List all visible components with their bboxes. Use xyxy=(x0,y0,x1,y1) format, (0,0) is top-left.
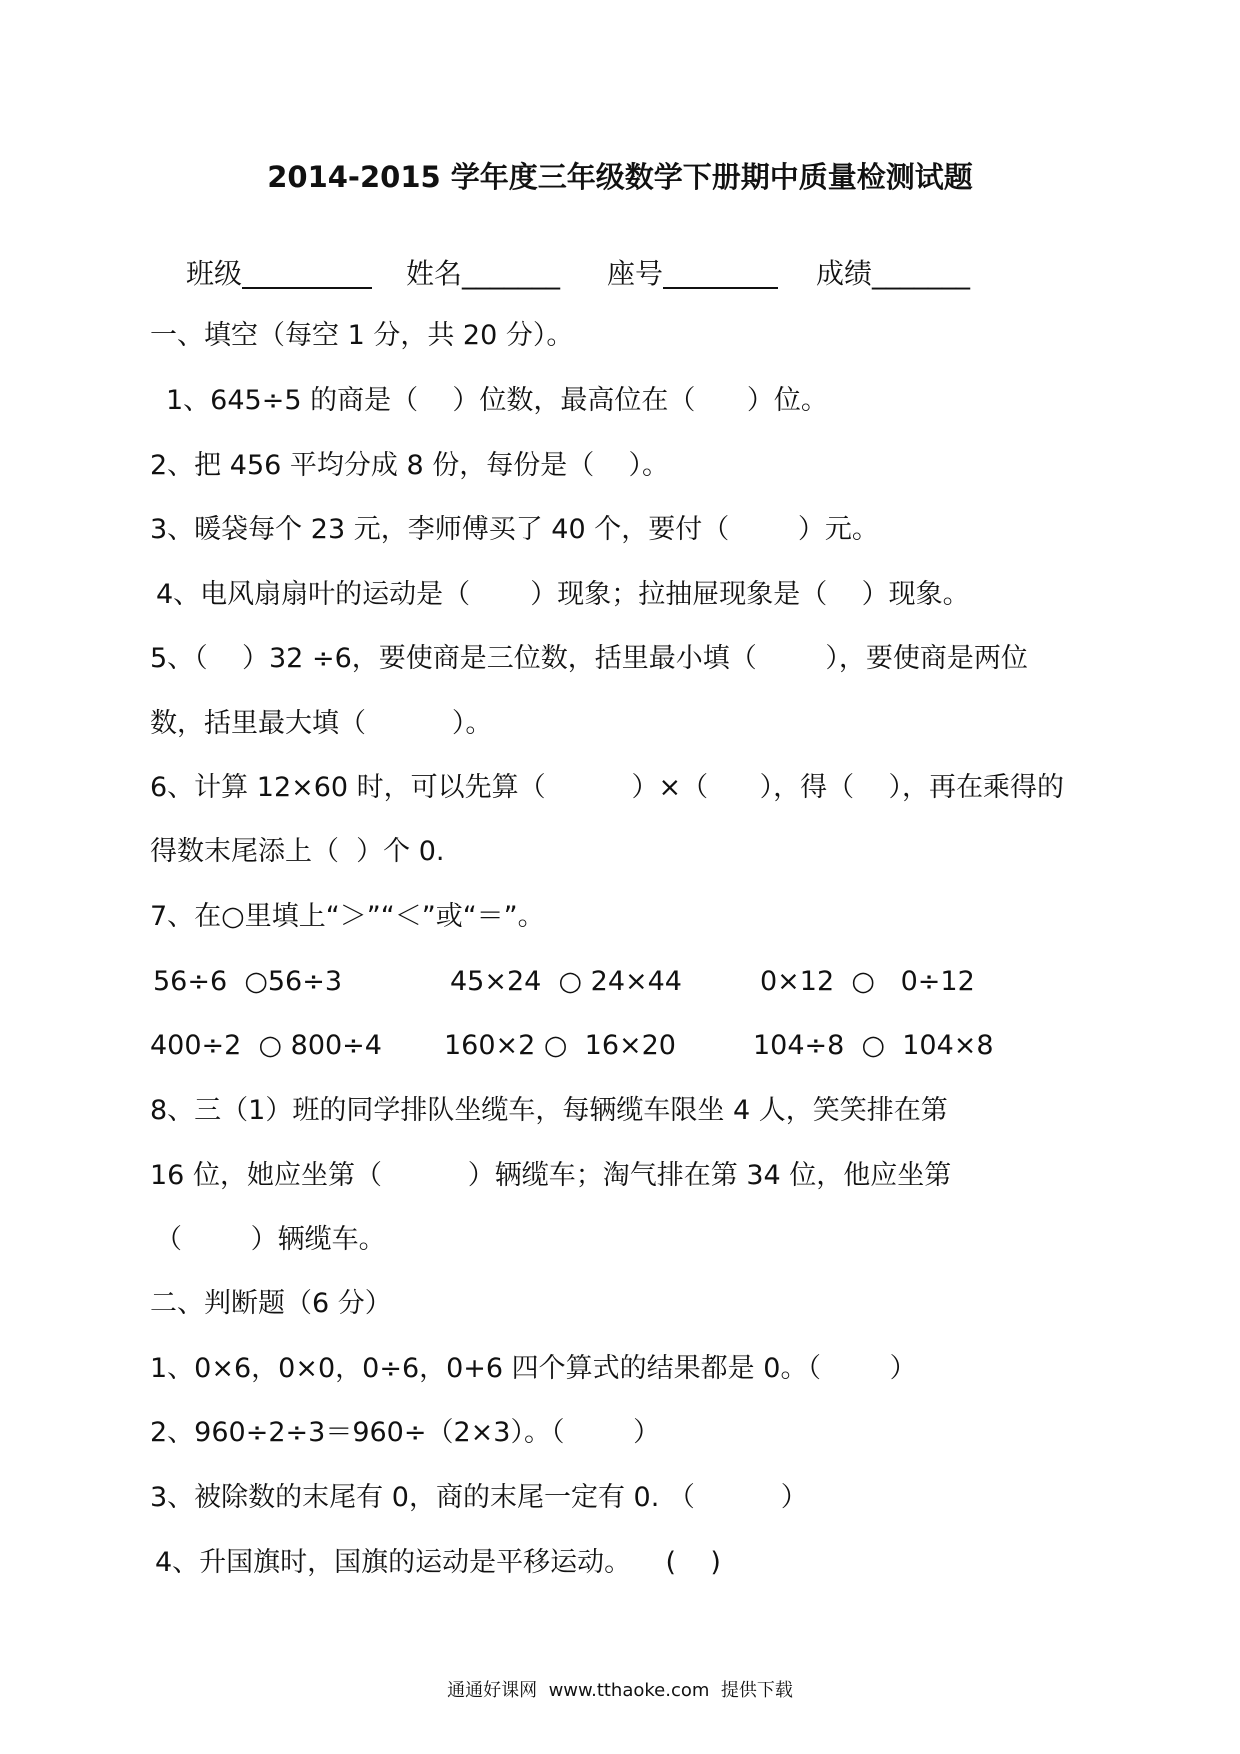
compare-item: 104÷8 ○ 104×8 xyxy=(753,1030,994,1061)
section1-heading: 一、填空（每空 1 分，共 20 分）。 xyxy=(150,320,574,351)
class-blank xyxy=(242,257,372,289)
score-field xyxy=(816,252,970,292)
s2-question-3: 3、被除数的末尾有 0，商的末尾一定有 0. （ ） xyxy=(150,1482,808,1513)
page-title: 2014-2015 学年度三年级数学下册期中质量检测试题 xyxy=(267,160,973,194)
s1-question-8-line2: 16 位，她应坐第（ ）辆缆车；淘气排在第 34 位，他应坐第 xyxy=(150,1160,952,1191)
compare-item: 0×12 ○ 0÷12 xyxy=(760,966,975,997)
footer-watermark: 通通好课网 www.tthaoke.com 提供下载 xyxy=(447,1680,793,1701)
compare-item: 160×2 ○ 16×20 xyxy=(444,1030,676,1061)
s2-question-1: 1、0×6，0×0，0÷6，0+6 四个算式的结果都是 0。（ ） xyxy=(150,1353,917,1384)
name-field xyxy=(406,252,560,292)
s1-question-3: 3、暖袋每个 23 元，李师傅买了 40 个，要付（ ）元。 xyxy=(150,514,879,545)
compare-item: 56÷6 ○56÷3 xyxy=(153,966,343,997)
class-label: 班级 xyxy=(186,257,243,290)
name-label: 姓名 xyxy=(406,257,463,290)
seat-field xyxy=(607,252,778,292)
s1-question-4: 4、电风扇扇叶的运动是（ ）现象；拉抽屉现象是（ ）现象。 xyxy=(156,579,970,610)
score-blank: _______ xyxy=(872,257,971,290)
s1-question-8-line1: 8、三（1）班的同学排队坐缆车，每辆缆车限坐 4 人，笑笑排在第 xyxy=(150,1095,948,1126)
name-blank: _______ xyxy=(462,257,561,290)
section2-heading: 二、判断题（6 分） xyxy=(150,1288,392,1319)
seat-label: 座号 xyxy=(607,257,664,290)
s1-question-6-line2: 得数末尾添上（ ）个 0. xyxy=(150,836,445,867)
s1-question-1: 1、645÷5 的商是（ ）位数，最高位在（ ）位。 xyxy=(166,385,828,416)
s1-question-2: 2、把 456 平均分成 8 份，每份是（ ）。 xyxy=(150,450,670,481)
s1-question-8-line3: （ ）辆缆车。 xyxy=(155,1224,386,1255)
class-field xyxy=(186,252,372,292)
s1-question-5-line1: 5、（ ）32 ÷6，要使商是三位数，括里最小填（ ），要使商是两位 xyxy=(150,643,1028,674)
seat-blank xyxy=(663,257,778,289)
s2-question-4: 4、升国旗时，国旗的运动是平移运动。 ( ) xyxy=(155,1547,721,1578)
s1-question-7: 7、在○里填上“＞”“＜”或“＝”。 xyxy=(150,901,545,932)
s1-question-5-line2: 数，括里最大填（ ）。 xyxy=(150,708,493,739)
compare-item: 400÷2 ○ 800÷4 xyxy=(150,1030,382,1061)
compare-item: 45×24 ○ 24×44 xyxy=(450,966,682,997)
s2-question-2: 2、960÷2÷3＝960÷（2×3）。（ ） xyxy=(150,1417,661,1448)
score-label: 成绩 xyxy=(816,257,873,290)
s1-question-6-line1: 6、计算 12×60 时，可以先算（ ）×（ ），得（ ），再在乘得的 xyxy=(150,772,1064,803)
